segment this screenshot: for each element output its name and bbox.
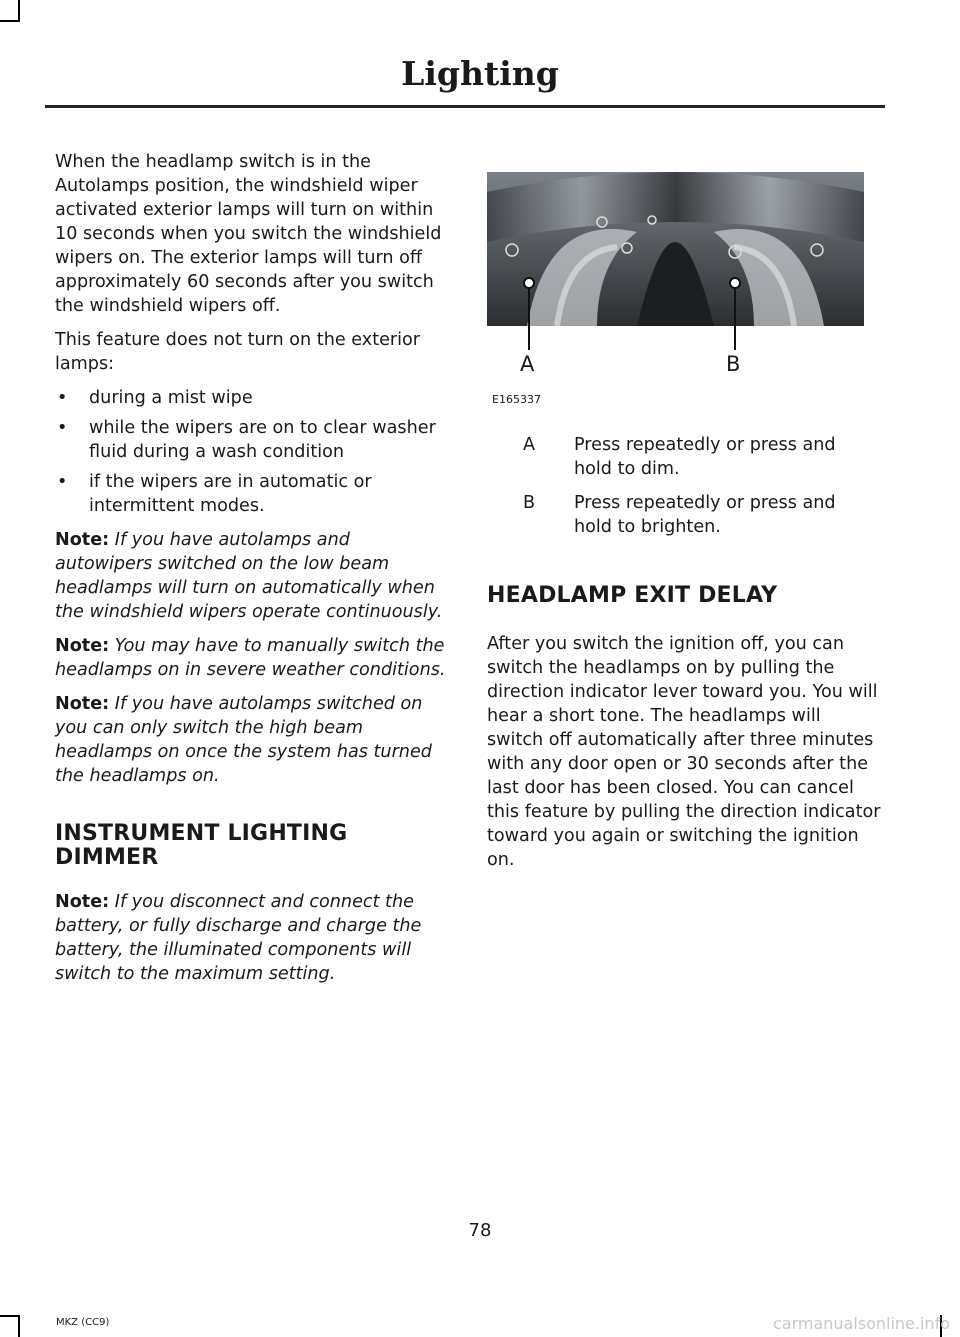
crop-mark (0, 20, 20, 22)
callout-line-a (528, 284, 530, 350)
note: Note: If you have autolamps and autowipers switched on the low beam headlamps will turn on automatically when the windshield wipers operate continuously. (55, 530, 443, 622)
key-row (487, 491, 882, 539)
list-item: • while the wipers are on to clear washer fluid during a wash condition (57, 418, 436, 462)
crop-mark (18, 1315, 20, 1337)
note: Note: You may have to manually switch the headlamps on in severe weather conditions. (55, 636, 446, 680)
header-rule (45, 105, 885, 108)
note: Note: If you disconnect and connect the battery, or fully discharge and charge the battery, the illuminated components will switch to the maximum setting. (55, 892, 422, 984)
callout-dot-a (523, 277, 535, 289)
note: Note: If you have autolamps switched on you can only switch the high beam headlamps on once the system has turned the headlamps on. (55, 694, 432, 786)
key-row (487, 433, 882, 481)
paragraph: This feature does not turn on the exterior lamps: (55, 330, 421, 374)
page-number: 78 (468, 1220, 492, 1241)
crop-mark (18, 0, 20, 22)
steering-wheel-illustration (487, 172, 864, 326)
model-code: MKZ (CC9) (56, 1317, 110, 1328)
figure-id: E165337 (492, 393, 541, 406)
figure-label-b: B (726, 352, 741, 376)
key-description: Press repeatedly or press and hold to brighten. (574, 493, 836, 537)
list-item: • if the wipers are in automatic or intermittent modes. (57, 472, 372, 516)
paragraph: After you switch the ignition off, you can switch the headlamps on by pulling the direction indicator lever toward you. You will hear a short tone. The headlamps will switch off automatically after three minutes with any door open or 30 seconds after the last door has been closed. You can cancel this feature by pulling the direction indicator toward you again or switching the ignition on. (487, 634, 881, 870)
steering-wheel-photo (487, 172, 864, 326)
page-title: Lighting (401, 54, 559, 93)
section-heading: INSTRUMENT LIGHTING DIMMER (55, 821, 348, 870)
key-description: Press repeatedly or press and hold to dim. (574, 435, 836, 479)
callout-dot-b (729, 277, 741, 289)
right-column (487, 584, 882, 882)
key-letter: B (523, 493, 536, 513)
section-heading: HEADLAMP EXIT DELAY (487, 583, 778, 608)
steering-wheel-figure (487, 172, 864, 412)
paragraph: When the headlamp switch is in the Autolamps position, the windshield wiper activated exterior lamps will turn on within 10 seconds when you switch the windshield wipers on. The exterior lamps will turn off approximately 60 seconds after you switch the windshield wipers off. (55, 152, 442, 316)
crop-mark (0, 1315, 20, 1317)
left-column (55, 150, 450, 996)
figure-label-a: A (520, 352, 535, 376)
callout-line-b (734, 284, 736, 350)
watermark: carmanualsonline.info (772, 1314, 950, 1333)
key-letter: A (523, 435, 536, 455)
list-item: • during a mist wipe (57, 388, 253, 408)
